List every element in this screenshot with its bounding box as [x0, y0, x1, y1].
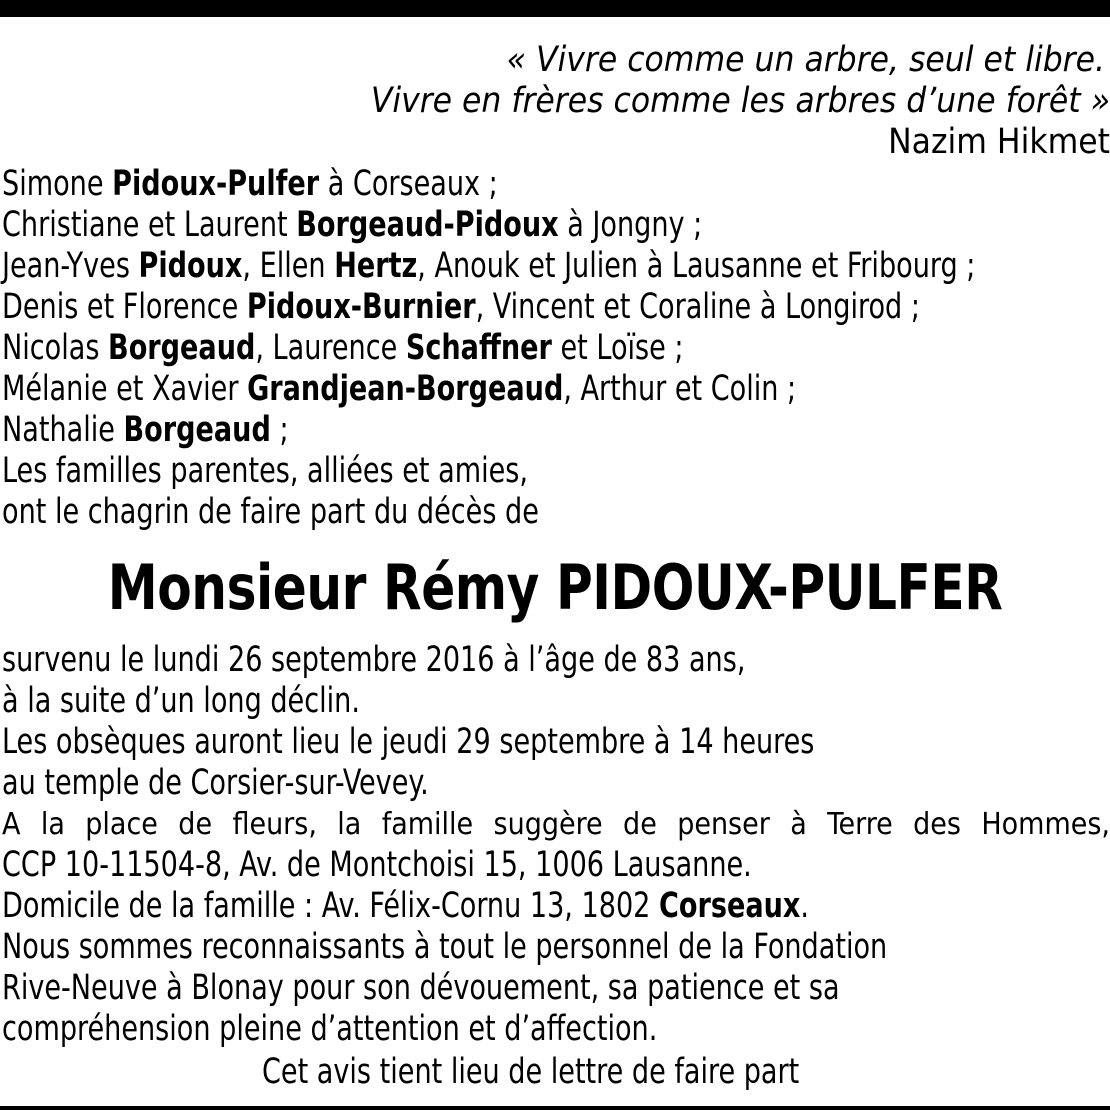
family-list: [2, 164, 1110, 533]
notice-details: [2, 640, 1110, 1050]
family-line: Denis et Florence Pidoux-Burnier, Vincent et Coraline à Longirod ;: [2, 287, 920, 327]
family-line: Les familles parentes, alliées et amies,: [2, 451, 529, 491]
detail-line: au temple de Corsier-sur-Vevey.: [2, 763, 429, 803]
detail-line: compréhension pleine d’attention et d’affection.: [2, 1009, 658, 1049]
detail-line: Nous sommes reconnaissants à tout le personnel de la Fondation: [2, 927, 888, 967]
detail-line: Les obsèques auront lieu le jeudi 29 septembre à 14 heures: [2, 722, 815, 762]
top-rule: [0, 0, 1110, 17]
family-line: ont le chagrin de faire part du décès de: [2, 492, 539, 532]
detail-line: CCP 10-11504-8, Av. de Montchoisi 15, 1006 Lausanne.: [2, 845, 752, 885]
bottom-rule: [0, 1106, 1110, 1110]
detail-line: A la place de fleurs, la famille suggère de penser à Terre des Hommes,: [2, 807, 1110, 842]
family-line: Jean-Yves Pidoux, Ellen Hertz, Anouk et Julien à Lausanne et Fribourg ;: [2, 246, 976, 286]
family-line: Mélanie et Xavier Grandjean-Borgeaud, Arthur et Colin ;: [2, 369, 797, 409]
closing-line: Cet avis tient lieu de lettre de faire part: [262, 1052, 800, 1092]
detail-line: à la suite d’un long déclin.: [2, 681, 360, 721]
detail-line: Rive-Neuve à Blonay pour son dévouement, sa patience et sa: [2, 968, 840, 1008]
detail-line: Domicile de la famille : Av. Félix-Cornu 13, 1802 Corseaux.: [2, 886, 809, 926]
family-line: Christiane et Laurent Borgeaud-Pidoux à Jongny ;: [2, 205, 703, 245]
family-line: Simone Pidoux-Pulfer à Corseaux ;: [2, 164, 498, 204]
deceased-name: Monsieur Rémy PIDOUX-PULFER: [107, 551, 1003, 624]
epigraph-line-2: Vivre en frères comme les arbres d’une forêt »: [370, 81, 1110, 121]
family-line: Nicolas Borgeaud, Laurence Schaffner et Loïse ;: [2, 328, 684, 368]
detail-line: survenu le lundi 26 septembre 2016 à l’âge de 83 ans,: [2, 640, 746, 680]
epigraph-line-1: « Vivre comme un arbre, seul et libre.: [506, 40, 1105, 80]
epigraph-author: Nazim Hikmet: [888, 122, 1110, 162]
family-line: Nathalie Borgeaud ;: [2, 410, 289, 450]
epigraph: [0, 40, 1110, 163]
